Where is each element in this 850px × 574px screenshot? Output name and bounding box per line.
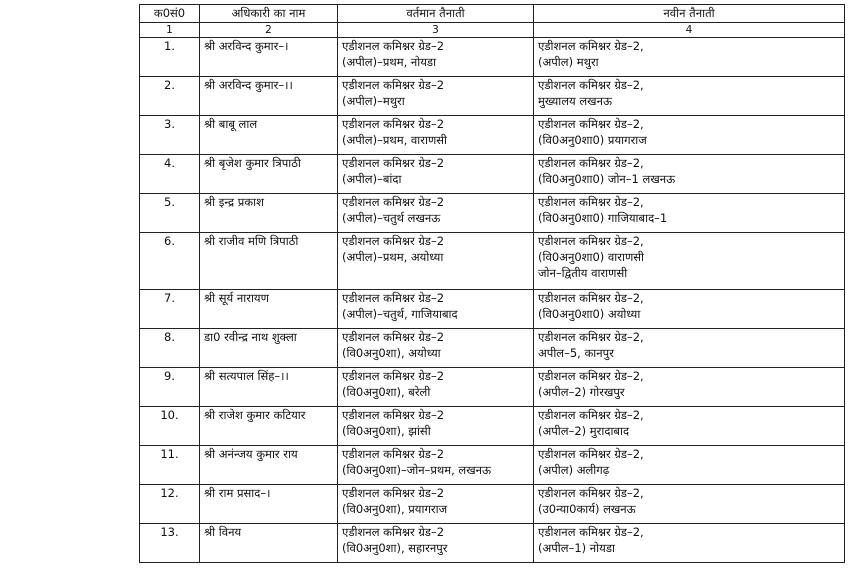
- table-row: [140, 155, 845, 194]
- new-posting-line: एडीशनल कमिश्नर ग्रेड–2,: [538, 156, 644, 170]
- column-number: 1: [140, 23, 200, 38]
- new-posting-cell: [534, 233, 845, 290]
- new-posting-line: जोन–द्वितीय वाराणसी: [538, 266, 628, 280]
- table-row: [140, 446, 845, 485]
- serial-number: 11.: [160, 447, 179, 461]
- header-officer-name: अधिकारी का नाम: [200, 5, 338, 23]
- column-number: 2: [200, 23, 338, 38]
- officer-name: श्री राजेश कुमार कटियार: [204, 408, 306, 422]
- current-posting-cell: [338, 38, 534, 77]
- new-posting-line: (वि0अनु0शा0) जोन–1 लखनऊ: [538, 172, 676, 186]
- new-posting-cell: [534, 194, 845, 233]
- current-posting-line: (वि0अनु0शा), अयोध्या: [342, 346, 441, 360]
- serial-number: 12.: [160, 486, 179, 500]
- new-posting-cell: [534, 155, 845, 194]
- serial-number: 9.: [164, 369, 175, 383]
- serial-number: 13.: [160, 525, 179, 539]
- current-posting-line: एडीशनल कमिश्नर ग्रेड–2: [342, 234, 445, 248]
- officer-name: श्री अरविन्द कुमार–।।: [204, 78, 293, 92]
- table-row: [140, 524, 845, 563]
- officer-name-cell: [200, 194, 338, 233]
- serial-number-cell: [140, 485, 200, 524]
- officer-name: श्री अनंन्जय कुमार राय: [204, 447, 298, 461]
- new-posting-cell: [534, 116, 845, 155]
- serial-number-cell: [140, 290, 200, 329]
- serial-number-cell: [140, 407, 200, 446]
- serial-number-cell: [140, 524, 200, 563]
- new-posting-line: मुख्यालय लखनऊ: [538, 94, 612, 108]
- new-posting-line: एडीशनल कमिश्नर ग्रेड–2,: [538, 195, 644, 209]
- current-posting-cell: [338, 446, 534, 485]
- current-posting-line: (अपील)–मथुरा: [342, 94, 405, 108]
- new-posting-line: एडीशनल कमिश्नर ग्रेड–2,: [538, 525, 644, 539]
- table-row: [140, 77, 845, 116]
- serial-number-cell: [140, 329, 200, 368]
- current-posting-line: एडीशनल कमिश्नर ग्रेड–2: [342, 291, 445, 305]
- current-posting-line: एडीशनल कमिश्नर ग्रेड–2: [342, 195, 445, 209]
- officer-name-cell: [200, 329, 338, 368]
- officer-name-cell: [200, 446, 338, 485]
- current-posting-cell: [338, 329, 534, 368]
- new-posting-line: एडीशनल कमिश्नर ग्रेड–2,: [538, 234, 644, 248]
- table-row: [140, 233, 845, 290]
- table-row: [140, 485, 845, 524]
- current-posting-line: (अपील)–प्रथम, अयोध्या: [342, 250, 444, 264]
- serial-number: 4.: [164, 156, 175, 170]
- serial-number: 7.: [164, 291, 175, 305]
- new-posting-cell: [534, 329, 845, 368]
- officer-name-cell: [200, 368, 338, 407]
- new-posting-line: (वि0अनु0शा0) अयोध्या: [538, 307, 641, 321]
- officer-name-cell: [200, 77, 338, 116]
- column-number: 3: [338, 23, 534, 38]
- current-posting-line: (वि0अनु0शा), बरेली: [342, 385, 431, 399]
- current-posting-cell: [338, 368, 534, 407]
- officer-name-cell: [200, 155, 338, 194]
- table-row: [140, 407, 845, 446]
- current-posting-line: एडीशनल कमिश्नर ग्रेड–2: [342, 486, 445, 500]
- current-posting-cell: [338, 233, 534, 290]
- new-posting-line: (अपील–2) गोरखपुर: [538, 385, 625, 399]
- current-posting-cell: [338, 485, 534, 524]
- new-posting-line: (अपील–2) मुरादाबाद: [538, 424, 630, 438]
- header-row: [140, 5, 845, 23]
- table-row: [140, 368, 845, 407]
- header-current-posting: वर्तमान तैनाती: [338, 5, 534, 23]
- new-posting-cell: [534, 368, 845, 407]
- new-posting-cell: [534, 446, 845, 485]
- current-posting-line: एडीशनल कमिश्नर ग्रेड–2: [342, 39, 445, 53]
- officer-name: श्री राम प्रसाद–।: [204, 486, 271, 500]
- officer-name-cell: [200, 485, 338, 524]
- new-posting-line: एडीशनल कमिश्नर ग्रेड–2,: [538, 408, 644, 422]
- table-row: [140, 329, 845, 368]
- current-posting-line: एडीशनल कमिश्नर ग्रेड–2: [342, 525, 445, 539]
- serial-number-cell: [140, 116, 200, 155]
- current-posting-line: (अपील)–प्रथम, नोयडा: [342, 55, 437, 69]
- new-posting-line: (अपील) अलीगढ़: [538, 463, 610, 477]
- serial-number-cell: [140, 368, 200, 407]
- officer-name: श्री राजीव मणि त्रिपाठी: [204, 234, 299, 248]
- current-posting-line: एडीशनल कमिश्नर ग्रेड–2: [342, 369, 445, 383]
- current-posting-line: (अपील)–चतुर्थ, गाजियाबाद: [342, 307, 458, 321]
- table-row: [140, 194, 845, 233]
- column-number: 4: [534, 23, 845, 38]
- new-posting-line: (वि0अनु0शा0) प्रयागराज: [538, 133, 647, 147]
- serial-number: 8.: [164, 330, 175, 344]
- table-row: [140, 116, 845, 155]
- new-posting-line: (वि0अनु0शा0) गाजियाबाद–1: [538, 211, 668, 225]
- current-posting-line: एडीशनल कमिश्नर ग्रेड–2: [342, 78, 445, 92]
- new-posting-line: एडीशनल कमिश्नर ग्रेड–2,: [538, 117, 644, 131]
- serial-number: 1.: [164, 39, 175, 53]
- new-posting-cell: [534, 38, 845, 77]
- serial-number: 5.: [164, 195, 175, 209]
- officer-name-cell: [200, 407, 338, 446]
- new-posting-line: एडीशनल कमिश्नर ग्रेड–2,: [538, 330, 644, 344]
- officer-name-cell: [200, 290, 338, 329]
- officer-name: श्री बृजेश कुमार त्रिपाठी: [204, 156, 301, 170]
- serial-number-cell: [140, 233, 200, 290]
- current-posting-cell: [338, 407, 534, 446]
- current-posting-line: (वि0अनु0शा), झांसी: [342, 424, 431, 438]
- new-posting-line: एडीशनल कमिश्नर ग्रेड–2,: [538, 369, 644, 383]
- serial-number-cell: [140, 38, 200, 77]
- new-posting-line: एडीशनल कमिश्नर ग्रेड–2,: [538, 78, 644, 92]
- new-posting-line: (उ0न्या0कार्य) लखनऊ: [538, 502, 636, 516]
- current-posting-line: एडीशनल कमिश्नर ग्रेड–2: [342, 447, 445, 461]
- current-posting-line: (अपील)–प्रथम, वाराणसी: [342, 133, 448, 147]
- officer-name: श्री अरविन्द कुमार–।: [204, 39, 289, 53]
- officer-name-cell: [200, 524, 338, 563]
- current-posting-cell: [338, 116, 534, 155]
- officer-name: श्री इन्द्र प्रकाश: [204, 195, 264, 209]
- officer-name: श्री विनय: [204, 525, 242, 539]
- transfer-table: [139, 4, 845, 563]
- new-posting-line: (अपील–1) नोयडा: [538, 541, 615, 555]
- new-posting-line: (अपील) मथुरा: [538, 55, 599, 69]
- current-posting-line: एडीशनल कमिश्नर ग्रेड–2: [342, 330, 445, 344]
- current-posting-line: (वि0अनु0शा), सहारनपुर: [342, 541, 448, 555]
- current-posting-line: (अपील)–चतुर्थ लखनऊ: [342, 211, 441, 225]
- serial-number: 10.: [160, 408, 179, 422]
- table-row: [140, 38, 845, 77]
- new-posting-cell: [534, 524, 845, 563]
- officer-name: श्री बाबू लाल: [204, 117, 258, 131]
- serial-number-cell: [140, 155, 200, 194]
- current-posting-cell: [338, 524, 534, 563]
- new-posting-cell: [534, 407, 845, 446]
- current-posting-cell: [338, 155, 534, 194]
- new-posting-line: एडीशनल कमिश्नर ग्रेड–2,: [538, 291, 644, 305]
- new-posting-line: एडीशनल कमिश्नर ग्रेड–2,: [538, 447, 644, 461]
- current-posting-line: (अपील)–बांदा: [342, 172, 402, 186]
- current-posting-line: एडीशनल कमिश्नर ग्रेड–2: [342, 156, 445, 170]
- serial-number: 2.: [164, 78, 175, 92]
- current-posting-line: एडीशनल कमिश्नर ग्रेड–2: [342, 117, 445, 131]
- serial-number: 6.: [164, 234, 175, 248]
- serial-number-cell: [140, 194, 200, 233]
- table-row: [140, 290, 845, 329]
- serial-number-cell: [140, 446, 200, 485]
- officer-name-cell: [200, 233, 338, 290]
- serial-number: 3.: [164, 117, 175, 131]
- officer-name-cell: [200, 38, 338, 77]
- officer-name-cell: [200, 116, 338, 155]
- serial-number-cell: [140, 77, 200, 116]
- officer-name: श्री सत्यपाल सिंह–।।: [204, 369, 289, 383]
- officer-name: श्री सूर्य नारायण: [204, 291, 269, 305]
- current-posting-cell: [338, 77, 534, 116]
- new-posting-line: एडीशनल कमिश्नर ग्रेड–2,: [538, 486, 644, 500]
- new-posting-cell: [534, 290, 845, 329]
- header-new-posting: नवीन तैनाती: [534, 5, 845, 23]
- current-posting-cell: [338, 290, 534, 329]
- new-posting-line: अपील–5, कानपुर: [538, 346, 614, 360]
- current-posting-line: (वि0अनु0शा)–जोन–प्रथम, लखनऊ: [342, 463, 492, 477]
- header-sno: क0सं0: [140, 5, 200, 23]
- new-posting-cell: [534, 485, 845, 524]
- current-posting-line: (वि0अनु0शा), प्रयागराज: [342, 502, 448, 516]
- current-posting-cell: [338, 194, 534, 233]
- new-posting-cell: [534, 77, 845, 116]
- new-posting-line: एडीशनल कमिश्नर ग्रेड–2,: [538, 39, 644, 53]
- column-number-row: [140, 23, 845, 38]
- current-posting-line: एडीशनल कमिश्नर ग्रेड–2: [342, 408, 445, 422]
- officer-name: डा0 रवीन्द्र नाथ शुक्ला: [204, 330, 297, 344]
- new-posting-line: (वि0अनु0शा0) वाराणसी: [538, 250, 645, 264]
